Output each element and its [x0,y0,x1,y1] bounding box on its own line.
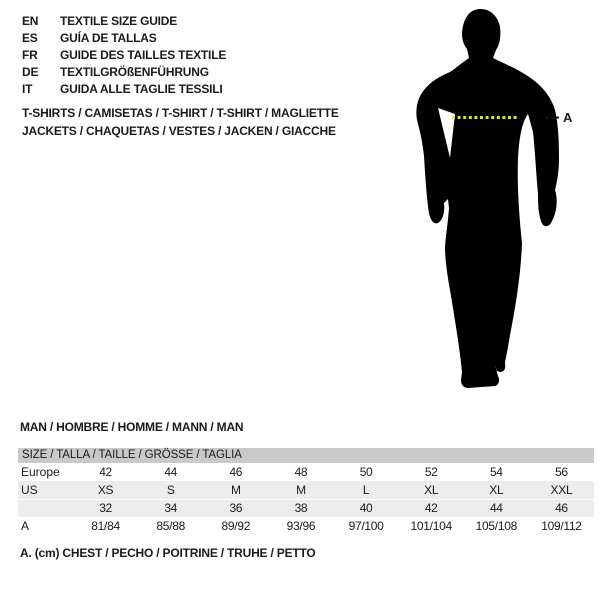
table-cell: XL [489,483,504,497]
size-table [18,448,594,535]
row-label: US [21,483,38,497]
language-code: ES [22,31,38,45]
row-label: Europe [21,465,60,479]
language-list [22,13,226,98]
table-row-us [18,481,594,499]
language-code: FR [22,48,38,62]
row-label: A [21,519,30,533]
table-cell: 38 [294,501,308,515]
table-cell: 46 [229,465,243,479]
table-cell: XS [97,483,114,497]
table-cell: 40 [359,501,373,515]
table-cell: XXL [550,483,573,497]
table-cell: M [296,483,306,497]
table-cell: 105/108 [475,519,517,533]
section-heading-man: MAN / HOMBRE / HOMME / MANN / MAN [20,420,244,434]
table-cell: 97/100 [348,519,384,533]
row-label [18,500,73,517]
table-cell: 85/88 [156,519,185,533]
size-table-header: SIZE / TALLA / TAILLE / GRÖSSE / TAGLIA [18,448,594,463]
language-label: GUÍA DE TALLAS [60,31,157,45]
language-code: IT [22,82,33,96]
table-cell: 56 [555,465,568,479]
language-row [22,64,226,81]
table-cell: L [362,483,370,497]
language-code: DE [22,65,39,79]
language-row [22,81,226,98]
table-row-us-numeric [18,499,594,517]
category-line-jackets: JACKETS / CHAQUETAS / VESTES / JACKEN / GIACCHE [22,124,336,138]
table-cell: 93/96 [286,519,316,533]
language-row [22,47,226,64]
language-label: GUIDE DES TAILLES TEXTILE [60,48,227,62]
man-silhouette-figure [408,4,572,396]
table-cell: 89/92 [221,519,251,533]
garment-categories [22,104,339,140]
language-row [22,13,226,30]
table-cell: XL [424,483,439,497]
table-cell: 50 [359,465,373,479]
table-cell: S [166,483,175,497]
table-cell: 44 [164,465,178,479]
table-cell: 101/104 [410,519,452,533]
measurement-footnote: A. (cm) CHEST / PECHO / POITRINE / TRUHE / PETTO [20,546,316,560]
table-row-europe [18,463,594,481]
category-line-tshirts: T-SHIRTS / CAMISETAS / T-SHIRT / T-SHIRT / MAGLIETTE [22,106,339,120]
language-label: GUIDA ALLE TAGLIE TESSILI [60,82,223,96]
table-cell: 109/112 [541,519,582,533]
table-cell: 34 [164,501,178,515]
table-cell: 46 [555,501,568,515]
table-cell: 81/84 [91,519,120,533]
language-label: TEXTILE SIZE GUIDE [60,14,178,28]
table-cell: 44 [489,501,503,515]
table-cell: 36 [229,501,243,515]
table-cell: 52 [424,465,438,479]
table-cell: 42 [424,501,438,515]
table-cell: 48 [294,465,308,479]
table-cell: 42 [99,465,112,479]
language-code: EN [22,14,39,28]
table-cell: 32 [99,501,112,515]
table-cell: 54 [489,465,503,479]
measurement-label-a: A [563,110,572,125]
man-silhouette-icon [408,4,572,396]
language-label: TEXTILGRÖßENFÜHRUNG [60,65,209,79]
table-cell: M [230,483,241,497]
table-row-chest-a [18,517,594,535]
language-row [22,30,226,47]
